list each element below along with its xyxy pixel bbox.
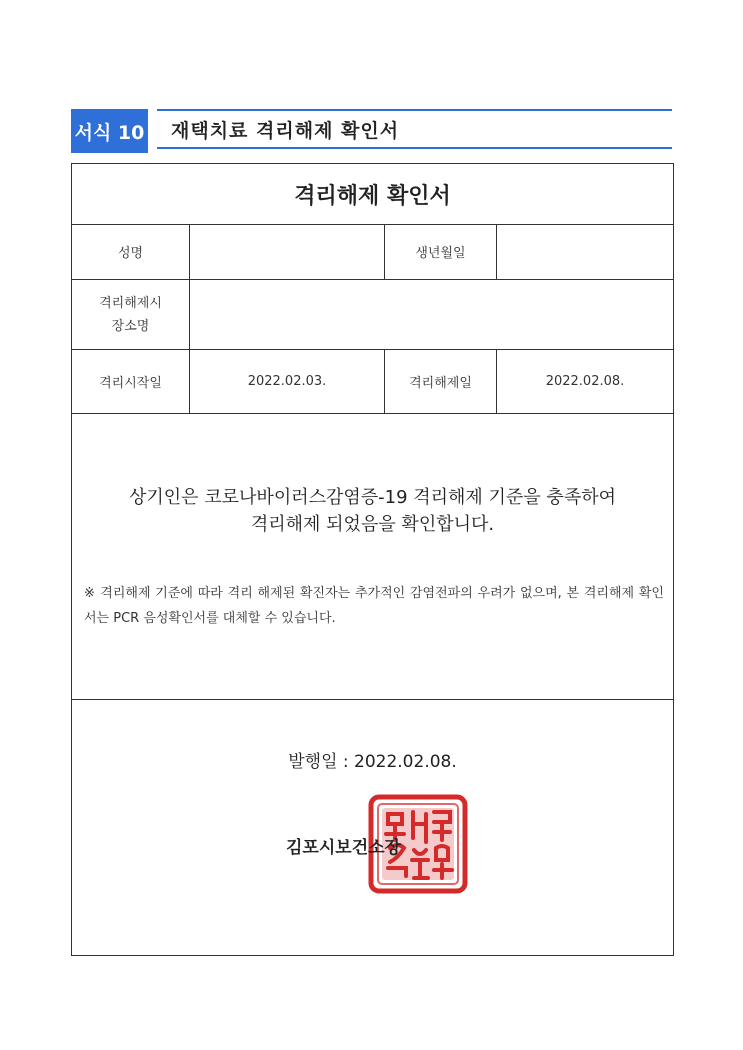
start-date-label: 격리시작일 <box>99 376 162 391</box>
start-date-value: 2022.02.03. <box>247 374 327 389</box>
birth-label: 생년월일 <box>415 246 466 261</box>
table-row-place <box>72 280 673 350</box>
issue-section <box>72 699 673 955</box>
statement-main <box>72 484 673 538</box>
place-label-line1: 격리해제시 <box>99 295 162 311</box>
name-value <box>190 224 384 279</box>
name-label: 성명 <box>117 246 144 261</box>
statement-line-1: 상기인은 코로나바이러스감염증-19 격리해제 기준을 충족하여 <box>129 487 616 508</box>
issue-date: 발행일 : 2022.02.08. <box>288 752 457 772</box>
birth-value <box>497 224 673 279</box>
table-row-name <box>72 224 673 280</box>
place-label-line2: 장소명 <box>111 318 150 334</box>
place-value <box>190 280 673 349</box>
certificate-title: 격리해제 확인서 <box>72 164 673 225</box>
table-row-dates <box>72 350 673 414</box>
statement-note: ※ 격리해제 기준에 따라 격리 해제된 확진자는 추가적인 감염전파의 우려가 없으며, 본 격리해제 확인서는 PCR 음성확인서를 대체할 수 있습니다. <box>84 586 664 626</box>
release-date-label: 격리해제일 <box>409 376 472 391</box>
form-title: 재택치료 격리해제 확인서 <box>157 109 672 149</box>
form-number-badge: 서식 10 <box>71 109 148 153</box>
issuer-name: 김포시보건소장 <box>286 838 401 858</box>
release-date-value: 2022.02.08. <box>545 374 625 389</box>
statement-line-2: 격리해제 되었음을 확인합니다. <box>250 514 495 535</box>
place-label <box>72 280 189 349</box>
certificate-box <box>71 163 674 956</box>
form-header <box>71 109 672 153</box>
confirmation-statement <box>72 414 673 700</box>
